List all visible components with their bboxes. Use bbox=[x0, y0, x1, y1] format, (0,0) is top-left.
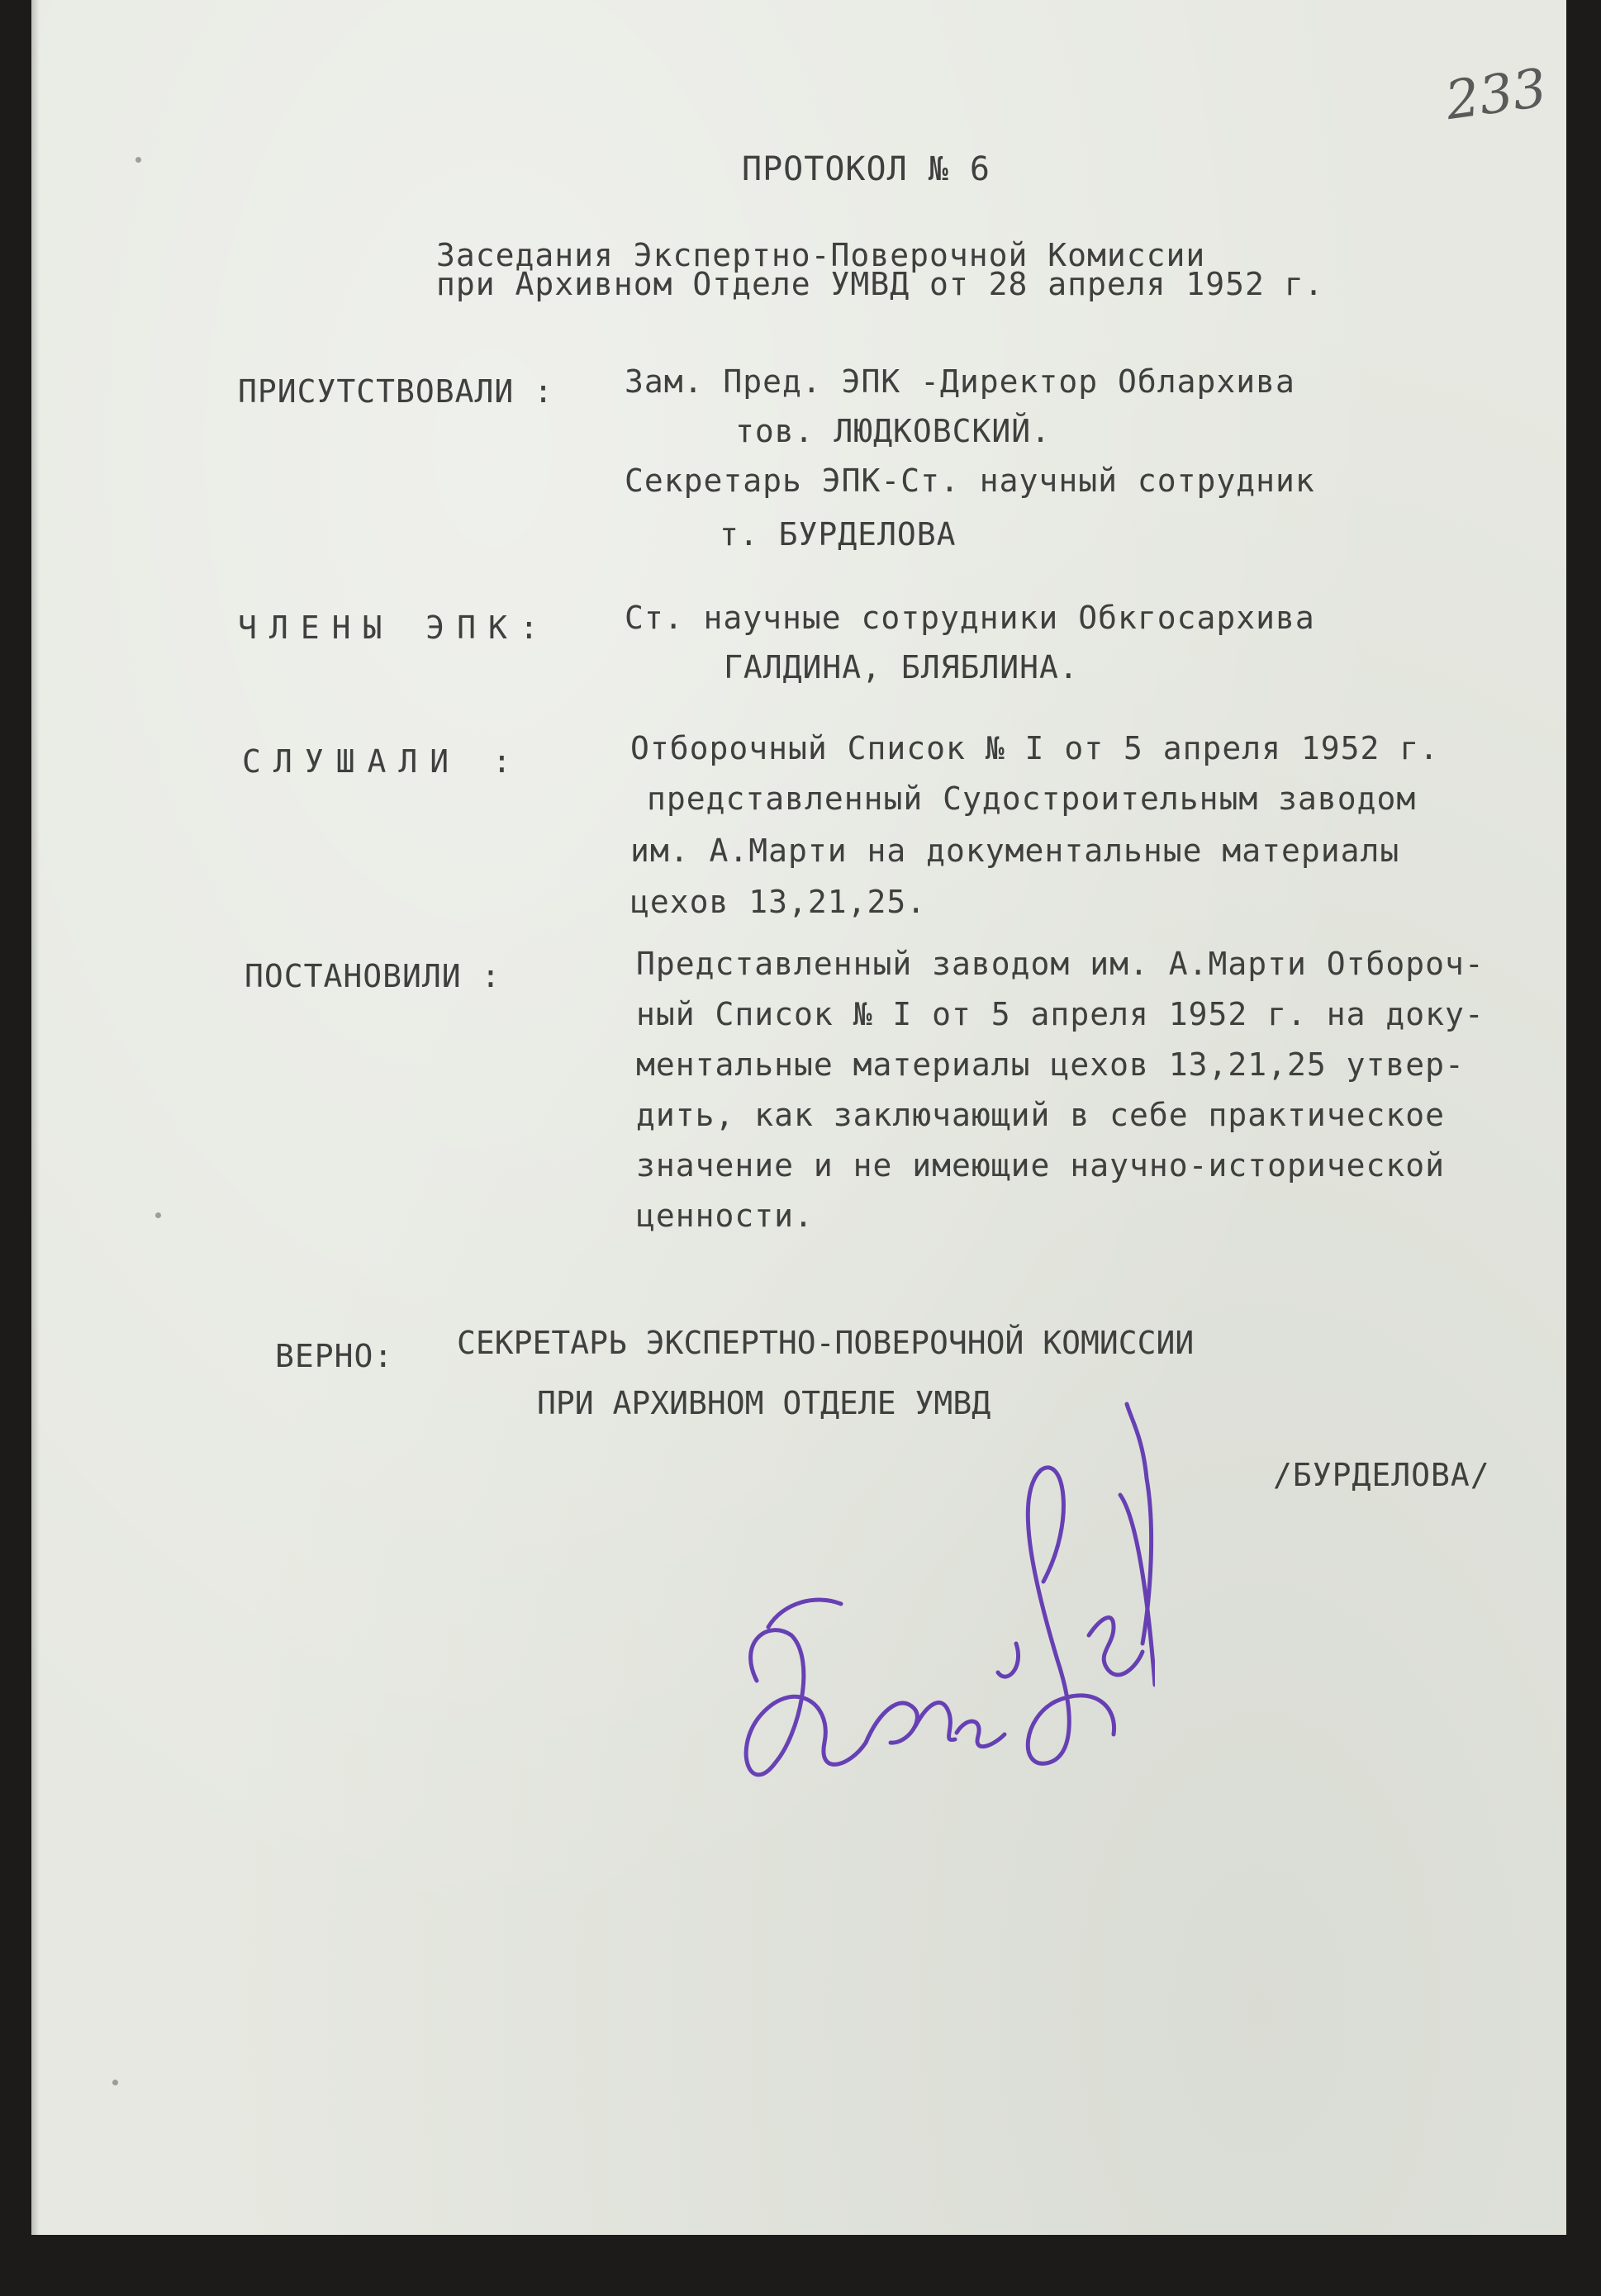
present-line: тов. ЛЮДКОВСКИЙ. bbox=[735, 413, 1052, 449]
subtitle-line-2: при Архивном Отделе УМВД от 28 апреля 1952 г. bbox=[436, 266, 1324, 302]
certification-name: /БУРДЕЛОВА/ bbox=[1273, 1457, 1490, 1493]
heard-line: им. А.Марти на документальные материалы bbox=[630, 833, 1400, 869]
resolved-line: дить, как заключающий в себе практическое bbox=[636, 1097, 1445, 1133]
heard-line: цехов 13,21,25. bbox=[630, 884, 927, 920]
resolved-line: значение и не имеющие научно-исторической bbox=[636, 1147, 1445, 1184]
page-edge-shadow bbox=[31, 0, 40, 2235]
heard-line: Отборочный Список № I от 5 апреля 1952 г. bbox=[630, 730, 1439, 766]
document-page bbox=[31, 0, 1566, 2235]
paper-speck bbox=[155, 1212, 161, 1218]
certification-line-1: СЕКРЕТАРЬ ЭКСПЕРТНО-ПОВЕРОЧНОЙ КОМИССИИ bbox=[457, 1325, 1195, 1361]
handwritten-signature bbox=[725, 1388, 1155, 2296]
certification-label: ВЕРНО: bbox=[275, 1338, 394, 1374]
paper-speck bbox=[112, 2080, 118, 2085]
resolved-line: Представленный заводом им. А.Марти Отбороч- bbox=[636, 946, 1485, 982]
page-number: 233 bbox=[1442, 57, 1551, 133]
resolved-line: ментальные материалы цехов 13,21,25 утвер- bbox=[636, 1046, 1465, 1083]
paper-speck bbox=[135, 157, 141, 163]
resolved-label: ПОСТАНОВИЛИ : bbox=[245, 958, 501, 994]
present-line: Секретарь ЭПК-Ст. научный сотрудник bbox=[625, 463, 1315, 499]
present-line: Зам. Пред. ЭПК -Директор Облархива bbox=[625, 363, 1295, 400]
present-label: ПРИСУТСТВОВАЛИ : bbox=[238, 373, 554, 410]
resolved-line: ценности. bbox=[636, 1198, 814, 1234]
members-label: ЧЛЕНЫ ЭПК: bbox=[238, 610, 551, 646]
present-line: т. БУРДЕЛОВА bbox=[720, 516, 957, 553]
heard-label: СЛУШАЛИ : bbox=[242, 743, 524, 780]
heard-line: представленный Судостроительным заводом bbox=[647, 780, 1417, 817]
members-line: ГАЛДИНА, БЛЯБЛИНА. bbox=[724, 649, 1079, 685]
members-line: Ст. научные сотрудники Обкгосархива bbox=[625, 600, 1315, 636]
document-title: ПРОТОКОЛ № 6 bbox=[742, 150, 991, 188]
subtitle-line-1: Заседания Экспертно-Поверочной Комиссии bbox=[436, 237, 1206, 273]
resolved-line: ный Список № I от 5 апреля 1952 г. на доку- bbox=[636, 996, 1485, 1032]
certification-line-2: ПРИ АРХИВНОМ ОТДЕЛЕ УМВД bbox=[537, 1385, 991, 1421]
